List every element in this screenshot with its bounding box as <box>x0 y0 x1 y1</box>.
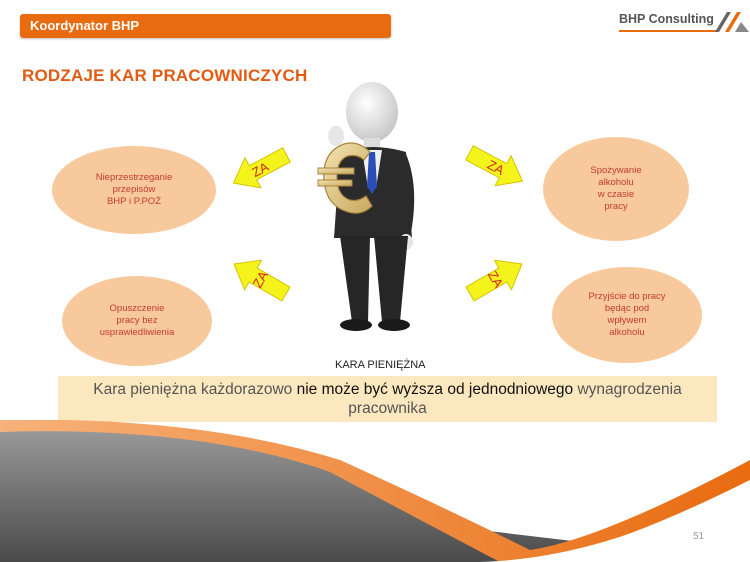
offense-text-2: Spożywanie alkoholu w czasie pracy <box>590 165 642 212</box>
brand-name: BHP Consulting <box>619 12 714 26</box>
offense-ellipse-1 <box>52 146 216 234</box>
arrow-label-1: ZA <box>249 158 271 180</box>
businessman-with-euro-icon <box>310 78 440 334</box>
arrow-label-4: ZA <box>485 268 507 290</box>
offense-ellipse-3 <box>62 276 212 366</box>
brand-mountain-icon <box>715 10 749 34</box>
arrow-top-right-icon <box>462 142 530 192</box>
arrow-bottom-right-icon <box>462 254 530 304</box>
page-number: 51 <box>693 531 705 542</box>
offense-ellipse-4 <box>552 267 702 363</box>
arrow-label-3: ZA <box>249 268 271 290</box>
header-bar <box>20 14 391 38</box>
arrow-bottom-left-icon <box>226 254 294 304</box>
offense-text-4: Przyjście do pracy będąc pod wpływem alkoholu <box>588 291 666 338</box>
rule-text-emphasis: nie może być wyższa od jednodniowego <box>296 381 574 398</box>
page-title: RODZAJE KAR PRACOWNICZYCH <box>22 66 308 85</box>
figure-caption: KARA PIENIĘŻNA <box>335 359 426 371</box>
brand-logo <box>619 10 749 34</box>
rule-text-part-3: wynagrodzenia pracownika <box>348 381 682 417</box>
arrow-label-2: ZA <box>485 156 507 178</box>
rule-box <box>58 376 717 422</box>
header-title: Koordynator BHP <box>30 18 140 33</box>
rule-text <box>58 380 717 418</box>
offense-text-3: Opuszczenie pracy bez usprawiedliwienia <box>99 303 175 338</box>
offense-ellipse-2 <box>543 137 689 241</box>
bottom-wave-decoration <box>0 420 750 562</box>
arrow-top-left-icon <box>226 144 294 194</box>
rule-text-part-1: Kara pieniężna każdorazowo <box>93 381 297 398</box>
brand-underline <box>619 30 717 32</box>
offense-text-1: Nieprzestrzeganie przepisów BHP i P.POŻ <box>95 172 173 207</box>
